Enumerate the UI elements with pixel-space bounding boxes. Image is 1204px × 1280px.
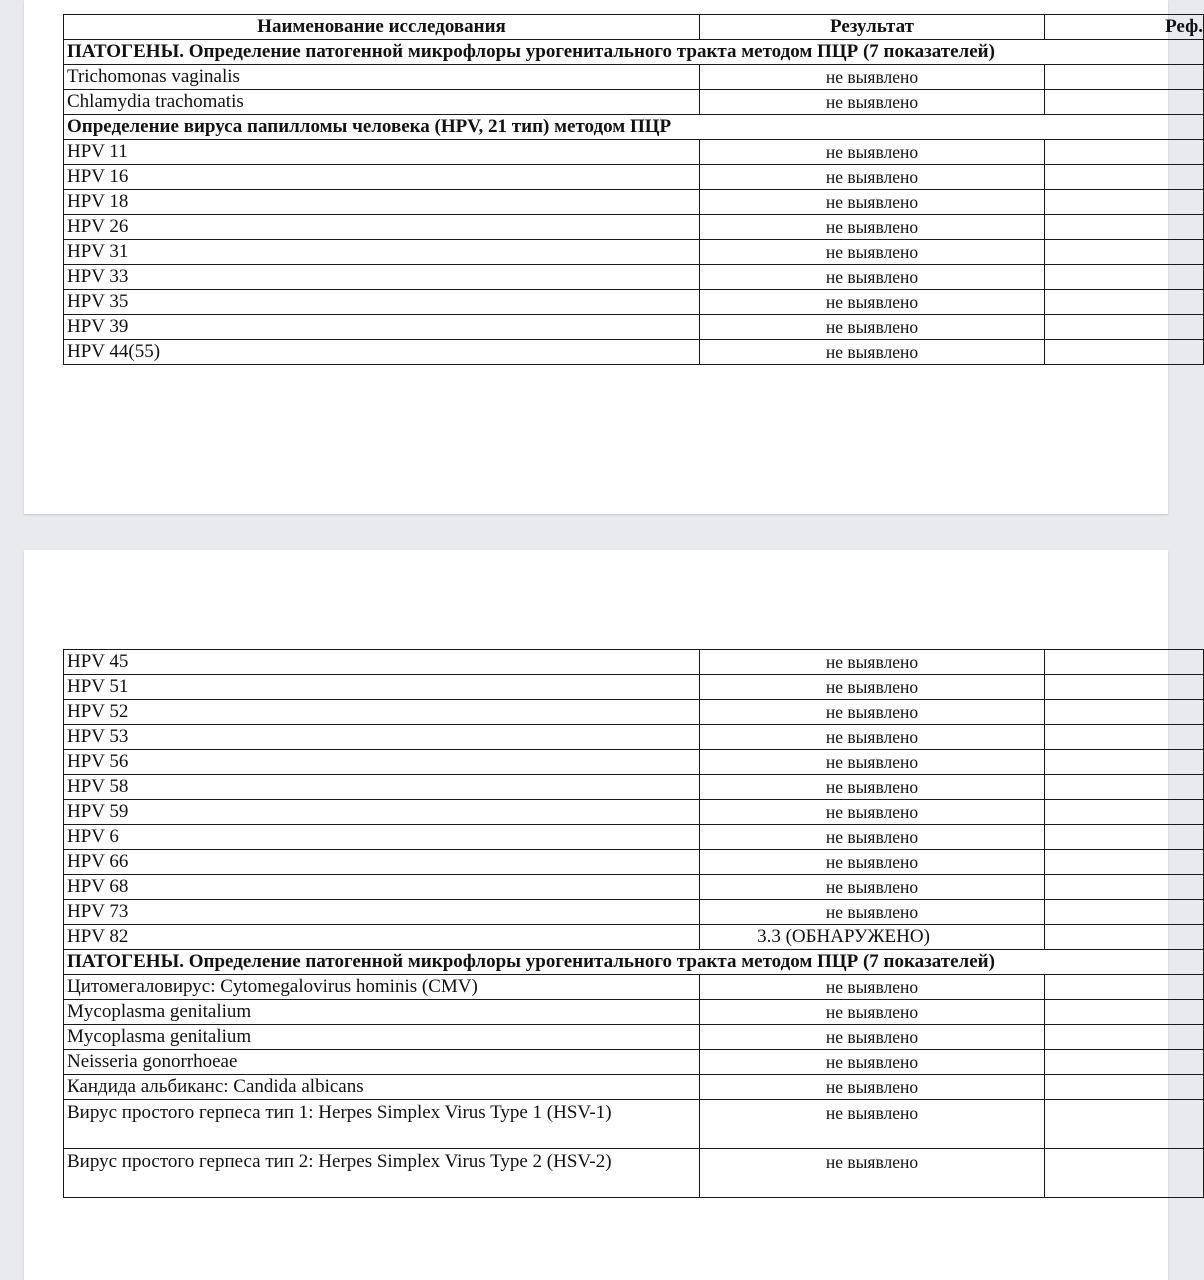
test-result: не выявлено (700, 340, 1045, 365)
reference-cell (1045, 1075, 1204, 1100)
test-result: не выявлено (700, 140, 1045, 165)
test-result: не выявлено (700, 240, 1045, 265)
test-name: HPV 35 (64, 290, 700, 315)
reference-cell (1045, 265, 1204, 290)
table-row (64, 775, 1204, 800)
section-title-pathogens: ПАТОГЕНЫ. Определение патогенной микрофлоры урогенитального тракта методом ПЦР (7 показателей) (64, 40, 1204, 65)
test-name: HPV 6 (64, 825, 700, 850)
test-name: HPV 16 (64, 165, 700, 190)
table-row (64, 65, 1204, 90)
test-result: не выявлено (700, 315, 1045, 340)
test-result: не выявлено (700, 1100, 1045, 1149)
table-row (64, 1149, 1204, 1198)
test-result: не выявлено (700, 800, 1045, 825)
table-row (64, 675, 1204, 700)
reference-cell (1045, 825, 1204, 850)
test-result: не выявлено (700, 650, 1045, 675)
results-table-page-2 (63, 649, 1204, 1198)
header-reference: Реф. (1045, 15, 1204, 40)
test-name: HPV 11 (64, 140, 700, 165)
table-row (64, 875, 1204, 900)
table-row (64, 700, 1204, 725)
test-result: не выявлено (700, 265, 1045, 290)
test-name: HPV 66 (64, 850, 700, 875)
reference-cell (1045, 1000, 1204, 1025)
reference-cell (1045, 750, 1204, 775)
table-row (64, 750, 1204, 775)
table-row (64, 240, 1204, 265)
test-result: не выявлено (700, 725, 1045, 750)
test-name: Trichomonas vaginalis (64, 65, 700, 90)
table-row (64, 215, 1204, 240)
test-name: HPV 68 (64, 875, 700, 900)
reference-cell (1045, 1149, 1204, 1198)
section-title-pathogens: ПАТОГЕНЫ. Определение патогенной микрофлоры урогенитального тракта методом ПЦР (7 показателей) (64, 950, 1204, 975)
results-table-page-1 (63, 14, 1204, 365)
test-result: не выявлено (700, 700, 1045, 725)
table-row (64, 1000, 1204, 1025)
table-row (64, 800, 1204, 825)
table-row (64, 1075, 1204, 1100)
test-name: HPV 33 (64, 265, 700, 290)
test-result: не выявлено (700, 1050, 1045, 1075)
section-row (64, 40, 1204, 65)
table-row (64, 190, 1204, 215)
test-name: Вирус простого герпеса тип 1: Herpes Simplex Virus Type 1 (HSV-1) (64, 1100, 700, 1149)
test-result: не выявлено (700, 90, 1045, 115)
test-result: не выявлено (700, 750, 1045, 775)
table-row (64, 900, 1204, 925)
test-name: HPV 45 (64, 650, 700, 675)
table-row (64, 825, 1204, 850)
table-row (64, 1100, 1204, 1149)
test-result: не выявлено (700, 1000, 1045, 1025)
table-row (64, 315, 1204, 340)
test-name: HPV 26 (64, 215, 700, 240)
reference-cell (1045, 65, 1204, 90)
table-row (64, 1050, 1204, 1075)
table-row (64, 650, 1204, 675)
section-title-hpv: Определение вируса папилломы человека (HPV, 21 тип) методом ПЦР (64, 115, 1204, 140)
header-result: Результат (700, 15, 1045, 40)
test-name: HPV 56 (64, 750, 700, 775)
reference-cell (1045, 900, 1204, 925)
test-result: не выявлено (700, 1025, 1045, 1050)
reference-cell (1045, 975, 1204, 1000)
test-result: не выявлено (700, 675, 1045, 700)
reference-cell (1045, 1050, 1204, 1075)
test-name: HPV 53 (64, 725, 700, 750)
test-name: HPV 51 (64, 675, 700, 700)
test-name: HPV 18 (64, 190, 700, 215)
reference-cell (1045, 925, 1204, 950)
reference-cell (1045, 700, 1204, 725)
test-result: не выявлено (700, 65, 1045, 90)
reference-cell (1045, 240, 1204, 265)
reference-cell (1045, 90, 1204, 115)
reference-cell (1045, 190, 1204, 215)
test-name: HPV 59 (64, 800, 700, 825)
reference-cell (1045, 650, 1204, 675)
test-name: Вирус простого герпеса тип 2: Herpes Simplex Virus Type 2 (HSV-2) (64, 1149, 700, 1198)
table-row (64, 340, 1204, 365)
table-row (64, 265, 1204, 290)
test-name: Цитомегаловирус: Cytomegalovirus hominis (CMV) (64, 975, 700, 1000)
test-name: HPV 39 (64, 315, 700, 340)
test-result: не выявлено (700, 875, 1045, 900)
table-row (64, 850, 1204, 875)
test-result: не выявлено (700, 900, 1045, 925)
reference-cell (1045, 875, 1204, 900)
reference-cell (1045, 290, 1204, 315)
reference-cell (1045, 775, 1204, 800)
test-name: Кандида альбиканс: Candida albicans (64, 1075, 700, 1100)
header-test-name: Наименование исследования (64, 15, 700, 40)
report-page-2 (24, 550, 1168, 1280)
test-result: не выявлено (700, 165, 1045, 190)
reference-cell (1045, 1025, 1204, 1050)
table-row (64, 290, 1204, 315)
test-name: HPV 52 (64, 700, 700, 725)
test-name: Chlamydia trachomatis (64, 90, 700, 115)
test-result: не выявлено (700, 775, 1045, 800)
test-result: не выявлено (700, 1149, 1045, 1198)
section-row (64, 115, 1204, 140)
reference-cell (1045, 340, 1204, 365)
table-row (64, 1025, 1204, 1050)
table-row (64, 140, 1204, 165)
test-name: HPV 82 (64, 925, 700, 950)
test-result-detected: 3.3 (ОБНАРУЖЕНО) (700, 925, 1045, 950)
test-result: не выявлено (700, 850, 1045, 875)
test-result: не выявлено (700, 290, 1045, 315)
test-result: не выявлено (700, 190, 1045, 215)
reference-cell (1045, 800, 1204, 825)
reference-cell (1045, 315, 1204, 340)
test-name: Neisseria gonorrhoeae (64, 1050, 700, 1075)
test-result: не выявлено (700, 975, 1045, 1000)
reference-cell (1045, 850, 1204, 875)
table-row (64, 975, 1204, 1000)
test-name: HPV 31 (64, 240, 700, 265)
reference-cell (1045, 140, 1204, 165)
reference-cell (1045, 165, 1204, 190)
table-header-row (64, 15, 1204, 40)
test-name: Mycoplasma genitalium (64, 1025, 700, 1050)
reference-cell (1045, 215, 1204, 240)
test-result: не выявлено (700, 1075, 1045, 1100)
table-row (64, 90, 1204, 115)
test-name: HPV 58 (64, 775, 700, 800)
test-name: HPV 73 (64, 900, 700, 925)
test-result: не выявлено (700, 215, 1045, 240)
table-row (64, 925, 1204, 950)
test-name: HPV 44(55) (64, 340, 700, 365)
report-page-1 (24, 0, 1203, 514)
table-row (64, 165, 1204, 190)
test-name: Mycoplasma genitalium (64, 1000, 700, 1025)
reference-cell (1045, 725, 1204, 750)
table-row (64, 725, 1204, 750)
reference-cell (1045, 1100, 1204, 1149)
test-result: не выявлено (700, 825, 1045, 850)
section-row (64, 950, 1204, 975)
reference-cell (1045, 675, 1204, 700)
